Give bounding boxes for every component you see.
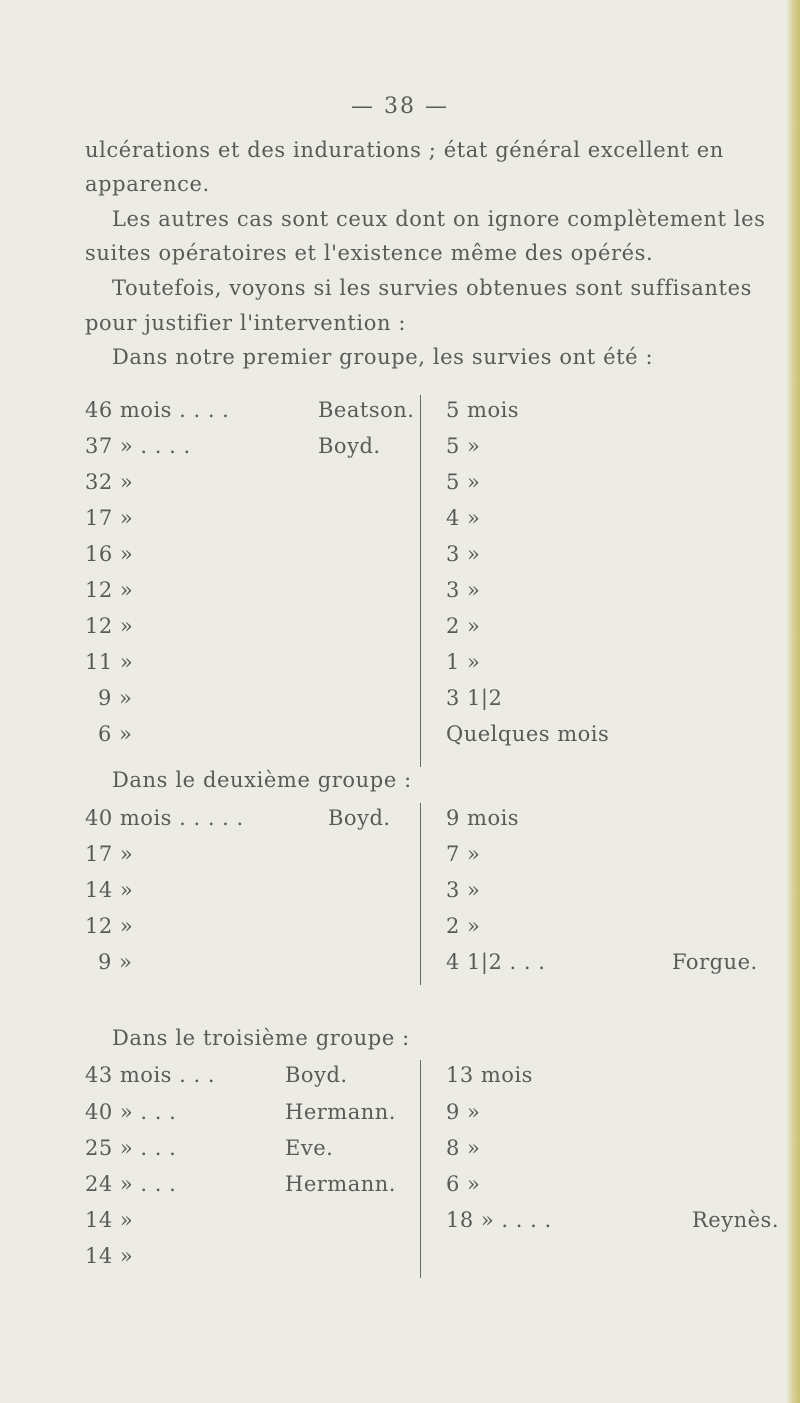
- g1-row-4-left: 17 »: [85, 506, 134, 530]
- g3-row-3-left: 25 » . . .: [85, 1136, 177, 1160]
- paragraph-line-5: Toutefois, voyons si les survies obtenues sont suffisantes: [112, 276, 752, 300]
- paragraph-line-4: suites opératoires et l'existence même des opérés.: [85, 241, 654, 265]
- paragraph-line-3: Les autres cas sont ceux dont on ignore complètement les: [112, 207, 766, 231]
- g1-row-8-left: 11 »: [85, 650, 134, 674]
- g3-row-4-left: 24 » . . .: [85, 1172, 177, 1196]
- g1-row-1-author: Beatson.: [318, 398, 415, 422]
- g2-row-5-left: 9 »: [98, 950, 133, 974]
- g1-row-4-right: 4 »: [446, 506, 481, 530]
- g1-row-7-left: 12 »: [85, 614, 134, 638]
- column-divider: [420, 1060, 421, 1278]
- g3-row-5-left: 14 »: [85, 1208, 134, 1232]
- g2-row-2-right: 7 »: [446, 842, 481, 866]
- paragraph-line-7: Dans notre premier groupe, les survies ont été :: [112, 345, 654, 369]
- g1-row-1-right: 5 mois: [446, 398, 520, 422]
- page-number: — 38 —: [351, 94, 449, 119]
- g1-row-9-right: 3 1|2: [446, 686, 503, 710]
- g3-row-2-author: Hermann.: [285, 1100, 396, 1124]
- g3-row-4-right: 6 »: [446, 1172, 481, 1196]
- g2-row-3-left: 14 »: [85, 878, 134, 902]
- g1-row-8-right: 1 »: [446, 650, 481, 674]
- g2-row-1-author: Boyd.: [328, 806, 391, 830]
- g3-row-1-left: 43 mois . . .: [85, 1063, 215, 1087]
- g1-row-10-right: Quelques mois: [446, 722, 610, 746]
- g2-row-3-right: 3 »: [446, 878, 481, 902]
- column-divider: [420, 803, 421, 985]
- g1-row-2-right: 5 »: [446, 434, 481, 458]
- g3-row-1-author: Boyd.: [285, 1063, 348, 1087]
- g1-row-3-left: 32 »: [85, 470, 134, 494]
- g1-row-7-right: 2 »: [446, 614, 481, 638]
- group3-heading: Dans le troisième groupe :: [112, 1026, 410, 1050]
- g3-row-1-right: 13 mois: [446, 1063, 533, 1087]
- paragraph-line-6: pour justifier l'intervention :: [85, 311, 407, 335]
- g3-row-5-note: Reynès.: [692, 1208, 780, 1232]
- g1-row-1-left: 46 mois . . . .: [85, 398, 230, 422]
- g1-row-2-left: 37 » . . . .: [85, 434, 191, 458]
- g3-row-3-right: 8 »: [446, 1136, 481, 1160]
- g1-row-6-left: 12 »: [85, 578, 134, 602]
- group2-heading: Dans le deuxième groupe :: [112, 768, 412, 792]
- g2-row-5-note: Forgue.: [672, 950, 758, 974]
- g3-row-3-author: Eve.: [285, 1136, 334, 1160]
- g3-row-6-left: 14 »: [85, 1244, 134, 1268]
- g3-row-2-left: 40 » . . .: [85, 1100, 177, 1124]
- g2-row-2-left: 17 »: [85, 842, 134, 866]
- paragraph-line-1: ulcérations et des indurations ; état général excellent en: [85, 138, 724, 162]
- g1-row-2-author: Boyd.: [318, 434, 381, 458]
- g3-row-2-right: 9 »: [446, 1100, 481, 1124]
- g2-row-1-right: 9 mois: [446, 806, 520, 830]
- g3-row-5-right: 18 » . . . .: [446, 1208, 552, 1232]
- page-edge: [786, 0, 800, 1403]
- g1-row-9-left: 9 »: [98, 686, 133, 710]
- g2-row-5-right: 4 1|2 . . .: [446, 950, 546, 974]
- g1-row-3-right: 5 »: [446, 470, 481, 494]
- g3-row-4-author: Hermann.: [285, 1172, 396, 1196]
- g1-row-5-right: 3 »: [446, 542, 481, 566]
- g2-row-4-right: 2 »: [446, 914, 481, 938]
- paragraph-line-2: apparence.: [85, 172, 210, 196]
- column-divider: [420, 395, 421, 767]
- g1-row-10-left: 6 »: [98, 722, 133, 746]
- g2-row-1-left: 40 mois . . . . .: [85, 806, 244, 830]
- g2-row-4-left: 12 »: [85, 914, 134, 938]
- g1-row-6-right: 3 »: [446, 578, 481, 602]
- g1-row-5-left: 16 »: [85, 542, 134, 566]
